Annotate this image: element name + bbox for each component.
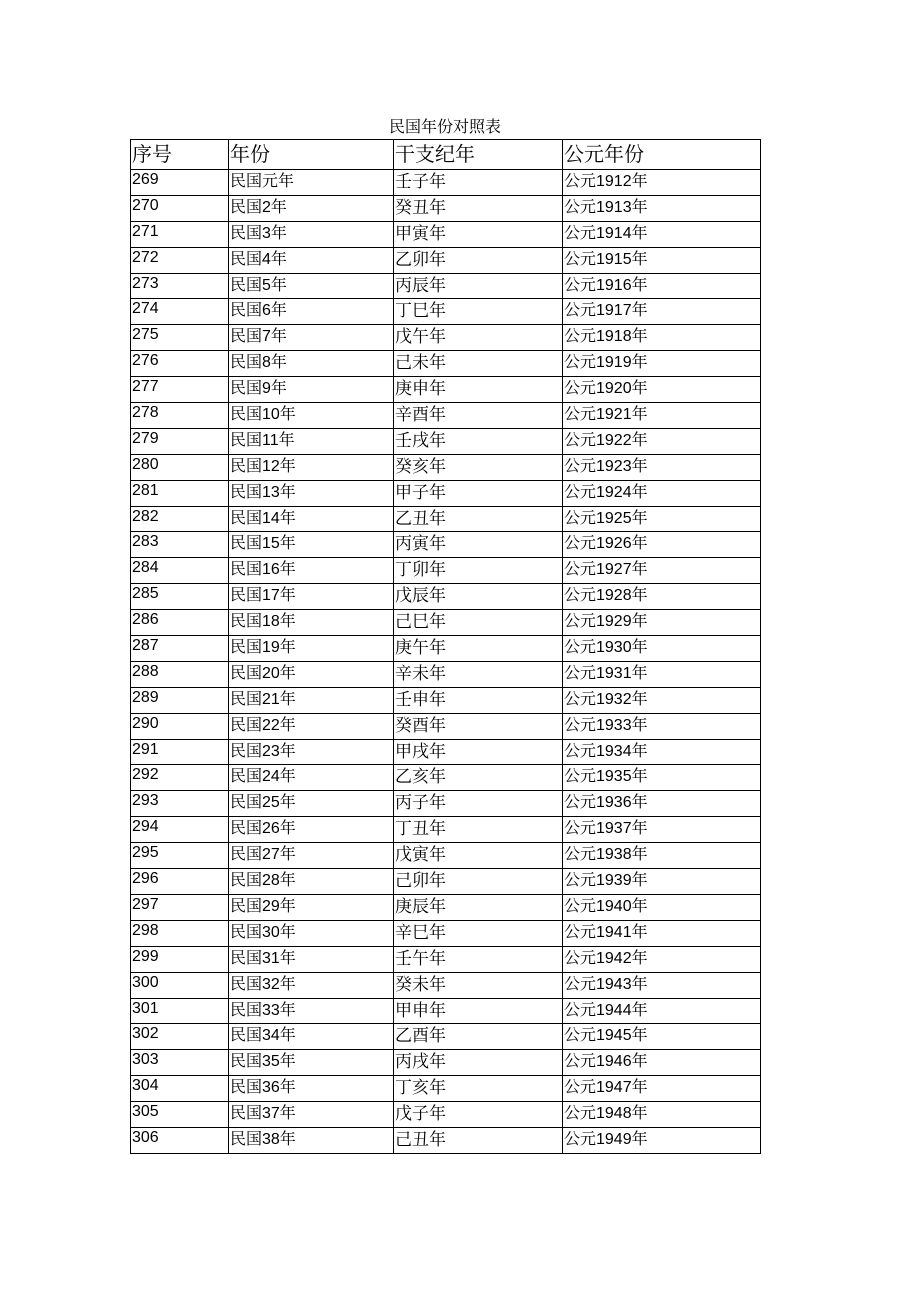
cell-ganzhi-year: 癸酉年: [394, 713, 563, 739]
cell-serial-number: 287: [131, 636, 229, 662]
cell-gregorian-year: 公元1915年: [563, 247, 761, 273]
cell-ganzhi-year: 辛酉年: [394, 403, 563, 429]
header-ganzhi-year: 干支纪年: [394, 140, 563, 170]
cell-serial-number: 299: [131, 946, 229, 972]
cell-minguo-year: 民国17年: [229, 584, 394, 610]
cell-serial-number: 271: [131, 221, 229, 247]
cell-gregorian-year: 公元1941年: [563, 920, 761, 946]
cell-gregorian-year: 公元1937年: [563, 817, 761, 843]
cell-ganzhi-year: 甲子年: [394, 480, 563, 506]
cell-ganzhi-year: 丙子年: [394, 791, 563, 817]
table-row: [131, 765, 761, 791]
table-row: [131, 247, 761, 273]
table-row: [131, 299, 761, 325]
cell-minguo-year: 民国25年: [229, 791, 394, 817]
cell-gregorian-year: 公元1929年: [563, 610, 761, 636]
cell-gregorian-year: 公元1917年: [563, 299, 761, 325]
cell-minguo-year: 民国13年: [229, 480, 394, 506]
cell-serial-number: 269: [131, 170, 229, 196]
cell-gregorian-year: 公元1935年: [563, 765, 761, 791]
cell-ganzhi-year: 甲申年: [394, 998, 563, 1024]
cell-serial-number: 300: [131, 972, 229, 998]
cell-minguo-year: 民国元年: [229, 170, 394, 196]
cell-minguo-year: 民国36年: [229, 1076, 394, 1102]
cell-gregorian-year: 公元1920年: [563, 377, 761, 403]
cell-minguo-year: 民国7年: [229, 325, 394, 351]
table-row: [131, 1102, 761, 1128]
cell-ganzhi-year: 壬子年: [394, 170, 563, 196]
table-row: [131, 1127, 761, 1153]
cell-minguo-year: 民国18年: [229, 610, 394, 636]
cell-gregorian-year: 公元1930年: [563, 636, 761, 662]
cell-gregorian-year: 公元1946年: [563, 1050, 761, 1076]
table-row: [131, 661, 761, 687]
table-row: [131, 195, 761, 221]
cell-serial-number: 279: [131, 428, 229, 454]
cell-serial-number: 285: [131, 584, 229, 610]
cell-gregorian-year: 公元1914年: [563, 221, 761, 247]
cell-ganzhi-year: 乙酉年: [394, 1024, 563, 1050]
table-row: [131, 273, 761, 299]
cell-serial-number: 304: [131, 1076, 229, 1102]
cell-gregorian-year: 公元1931年: [563, 661, 761, 687]
table-row: [131, 636, 761, 662]
cell-ganzhi-year: 乙丑年: [394, 506, 563, 532]
cell-ganzhi-year: 己卯年: [394, 869, 563, 895]
cell-gregorian-year: 公元1927年: [563, 558, 761, 584]
cell-serial-number: 305: [131, 1102, 229, 1128]
cell-minguo-year: 民国30年: [229, 920, 394, 946]
cell-ganzhi-year: 己巳年: [394, 610, 563, 636]
cell-minguo-year: 民国11年: [229, 428, 394, 454]
cell-minguo-year: 民国28年: [229, 869, 394, 895]
cell-gregorian-year: 公元1918年: [563, 325, 761, 351]
cell-gregorian-year: 公元1945年: [563, 1024, 761, 1050]
cell-serial-number: 301: [131, 998, 229, 1024]
cell-minguo-year: 民国4年: [229, 247, 394, 273]
cell-gregorian-year: 公元1944年: [563, 998, 761, 1024]
cell-ganzhi-year: 庚午年: [394, 636, 563, 662]
cell-gregorian-year: 公元1934年: [563, 739, 761, 765]
cell-serial-number: 286: [131, 610, 229, 636]
cell-ganzhi-year: 戊子年: [394, 1102, 563, 1128]
table-row: [131, 946, 761, 972]
table-row: [131, 403, 761, 429]
cell-ganzhi-year: 丁卯年: [394, 558, 563, 584]
cell-serial-number: 289: [131, 687, 229, 713]
cell-minguo-year: 民国23年: [229, 739, 394, 765]
cell-ganzhi-year: 癸未年: [394, 972, 563, 998]
cell-minguo-year: 民国14年: [229, 506, 394, 532]
document-title: 民国年份对照表: [388, 117, 501, 136]
cell-gregorian-year: 公元1913年: [563, 195, 761, 221]
table-row: [131, 791, 761, 817]
cell-gregorian-year: 公元1912年: [563, 170, 761, 196]
table-row: [131, 454, 761, 480]
cell-serial-number: 298: [131, 920, 229, 946]
cell-minguo-year: 民国5年: [229, 273, 394, 299]
cell-gregorian-year: 公元1925年: [563, 506, 761, 532]
cell-ganzhi-year: 癸丑年: [394, 195, 563, 221]
cell-ganzhi-year: 丙辰年: [394, 273, 563, 299]
cell-ganzhi-year: 辛巳年: [394, 920, 563, 946]
cell-gregorian-year: 公元1936年: [563, 791, 761, 817]
cell-serial-number: 281: [131, 480, 229, 506]
cell-serial-number: 275: [131, 325, 229, 351]
cell-serial-number: 303: [131, 1050, 229, 1076]
cell-ganzhi-year: 壬申年: [394, 687, 563, 713]
cell-gregorian-year: 公元1922年: [563, 428, 761, 454]
cell-ganzhi-year: 庚辰年: [394, 894, 563, 920]
cell-gregorian-year: 公元1926年: [563, 532, 761, 558]
cell-minguo-year: 民国20年: [229, 661, 394, 687]
cell-ganzhi-year: 癸亥年: [394, 454, 563, 480]
table-row: [131, 1050, 761, 1076]
cell-minguo-year: 民国8年: [229, 351, 394, 377]
table-row: [131, 972, 761, 998]
cell-minguo-year: 民国32年: [229, 972, 394, 998]
cell-serial-number: 284: [131, 558, 229, 584]
cell-serial-number: 276: [131, 351, 229, 377]
cell-gregorian-year: 公元1923年: [563, 454, 761, 480]
cell-serial-number: 282: [131, 506, 229, 532]
cell-gregorian-year: 公元1916年: [563, 273, 761, 299]
table-row: [131, 428, 761, 454]
cell-gregorian-year: 公元1940年: [563, 894, 761, 920]
cell-ganzhi-year: 甲戌年: [394, 739, 563, 765]
cell-serial-number: 292: [131, 765, 229, 791]
cell-serial-number: 270: [131, 195, 229, 221]
cell-gregorian-year: 公元1921年: [563, 403, 761, 429]
cell-minguo-year: 民国12年: [229, 454, 394, 480]
cell-minguo-year: 民国10年: [229, 403, 394, 429]
table-row: [131, 817, 761, 843]
year-conversion-table: [130, 139, 761, 1154]
cell-serial-number: 277: [131, 377, 229, 403]
cell-gregorian-year: 公元1943年: [563, 972, 761, 998]
table-row: [131, 506, 761, 532]
cell-serial-number: 295: [131, 843, 229, 869]
cell-gregorian-year: 公元1948年: [563, 1102, 761, 1128]
cell-ganzhi-year: 戊寅年: [394, 843, 563, 869]
table-row: [131, 713, 761, 739]
cell-ganzhi-year: 丙戌年: [394, 1050, 563, 1076]
cell-serial-number: 272: [131, 247, 229, 273]
cell-minguo-year: 民国24年: [229, 765, 394, 791]
cell-minguo-year: 民国38年: [229, 1127, 394, 1153]
cell-serial-number: 302: [131, 1024, 229, 1050]
cell-gregorian-year: 公元1932年: [563, 687, 761, 713]
table-row: [131, 170, 761, 196]
cell-serial-number: 294: [131, 817, 229, 843]
table-row: [131, 351, 761, 377]
cell-ganzhi-year: 辛未年: [394, 661, 563, 687]
table-row: [131, 1024, 761, 1050]
table-row: [131, 558, 761, 584]
cell-minguo-year: 民国27年: [229, 843, 394, 869]
table-row: [131, 584, 761, 610]
cell-serial-number: 293: [131, 791, 229, 817]
cell-minguo-year: 民国22年: [229, 713, 394, 739]
cell-minguo-year: 民国6年: [229, 299, 394, 325]
cell-serial-number: 290: [131, 713, 229, 739]
cell-ganzhi-year: 乙亥年: [394, 765, 563, 791]
cell-ganzhi-year: 戊辰年: [394, 584, 563, 610]
cell-serial-number: 296: [131, 869, 229, 895]
cell-serial-number: 273: [131, 273, 229, 299]
cell-serial-number: 274: [131, 299, 229, 325]
cell-minguo-year: 民国2年: [229, 195, 394, 221]
cell-ganzhi-year: 丙寅年: [394, 532, 563, 558]
cell-serial-number: 283: [131, 532, 229, 558]
table-row: [131, 998, 761, 1024]
table-row: [131, 377, 761, 403]
table-row: [131, 1076, 761, 1102]
table-row: [131, 610, 761, 636]
cell-gregorian-year: 公元1919年: [563, 351, 761, 377]
cell-gregorian-year: 公元1938年: [563, 843, 761, 869]
header-serial-number: 序号: [131, 140, 229, 170]
table-row: [131, 221, 761, 247]
cell-minguo-year: 民国37年: [229, 1102, 394, 1128]
cell-ganzhi-year: 丁亥年: [394, 1076, 563, 1102]
header-year: 年份: [229, 140, 394, 170]
cell-gregorian-year: 公元1933年: [563, 713, 761, 739]
cell-gregorian-year: 公元1928年: [563, 584, 761, 610]
cell-minguo-year: 民国34年: [229, 1024, 394, 1050]
cell-serial-number: 288: [131, 661, 229, 687]
table-header-row: [131, 140, 761, 170]
cell-ganzhi-year: 丁丑年: [394, 817, 563, 843]
table-row: [131, 532, 761, 558]
cell-serial-number: 278: [131, 403, 229, 429]
cell-ganzhi-year: 己未年: [394, 351, 563, 377]
cell-gregorian-year: 公元1939年: [563, 869, 761, 895]
cell-ganzhi-year: 壬午年: [394, 946, 563, 972]
cell-ganzhi-year: 壬戌年: [394, 428, 563, 454]
header-gregorian-year: 公元年份: [563, 140, 761, 170]
cell-ganzhi-year: 乙卯年: [394, 247, 563, 273]
table-row: [131, 843, 761, 869]
cell-ganzhi-year: 庚申年: [394, 377, 563, 403]
cell-minguo-year: 民国15年: [229, 532, 394, 558]
cell-minguo-year: 民国9年: [229, 377, 394, 403]
cell-minguo-year: 民国35年: [229, 1050, 394, 1076]
cell-minguo-year: 民国16年: [229, 558, 394, 584]
cell-minguo-year: 民国29年: [229, 894, 394, 920]
table-body: [131, 170, 761, 1154]
cell-serial-number: 291: [131, 739, 229, 765]
cell-minguo-year: 民国26年: [229, 817, 394, 843]
table-row: [131, 894, 761, 920]
cell-minguo-year: 民国3年: [229, 221, 394, 247]
cell-ganzhi-year: 甲寅年: [394, 221, 563, 247]
cell-gregorian-year: 公元1949年: [563, 1127, 761, 1153]
cell-gregorian-year: 公元1924年: [563, 480, 761, 506]
table-row: [131, 920, 761, 946]
cell-minguo-year: 民国19年: [229, 636, 394, 662]
cell-ganzhi-year: 戊午年: [394, 325, 563, 351]
cell-minguo-year: 民国21年: [229, 687, 394, 713]
table-row: [131, 687, 761, 713]
cell-ganzhi-year: 己丑年: [394, 1127, 563, 1153]
table-row: [131, 480, 761, 506]
cell-ganzhi-year: 丁巳年: [394, 299, 563, 325]
cell-minguo-year: 民国31年: [229, 946, 394, 972]
table-row: [131, 325, 761, 351]
table-row: [131, 869, 761, 895]
cell-gregorian-year: 公元1947年: [563, 1076, 761, 1102]
cell-gregorian-year: 公元1942年: [563, 946, 761, 972]
cell-serial-number: 306: [131, 1127, 229, 1153]
table-row: [131, 739, 761, 765]
cell-serial-number: 297: [131, 894, 229, 920]
cell-serial-number: 280: [131, 454, 229, 480]
cell-minguo-year: 民国33年: [229, 998, 394, 1024]
